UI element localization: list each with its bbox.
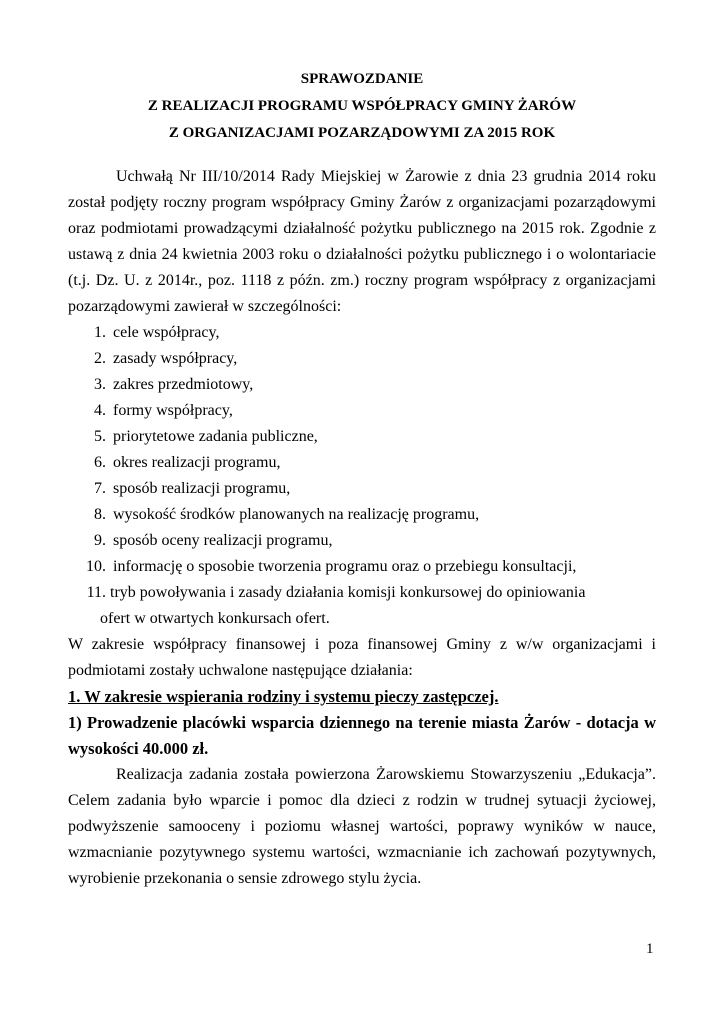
list-item: 11. tryb powoływania i zasady działania komisji konkursowej do opiniowania ofert w otwartych konkursach ofert. — [86, 584, 586, 627]
list-item: 7. sposób realizacji programu, — [94, 480, 291, 497]
intro-paragraph: Uchwałą Nr III/10/2014 Rady Miejskiej w Żarowie z dnia 23 grudnia 2014 roku został podjęty roczny program współpracy Gminy Żarów z organizacjami pozarządowymi oraz podmiotami prowadzącymi działalność pożytku publicznego na 2015 rok. Zgodnie z ustawą z dnia 24 kwietnia 2003 roku o działalności pożytku publicznego i o wolontariacie (t.j. Dz. U. z 2014r., poz. 1118 z późn. zm.) roczny program współpracy z organizacjami pozarządowymi zawierał w szczególności: — [68, 168, 656, 315]
task-subheading: 1) Prowadzenie placówki wsparcia dziennego na terenie miasta Żarów - dotacja w wysokości 40.000 zł. — [68, 713, 656, 758]
list-item: 1. cele współpracy, — [94, 324, 220, 341]
list-item: 3. zakres przedmiotowy, — [94, 376, 254, 393]
list-item: 9. sposób oceny realizacji programu, — [94, 532, 333, 549]
heading-line-1: SPRAWOZDANIE — [300, 71, 424, 87]
document-page — [68, 66, 656, 892]
program-contents-list — [68, 320, 656, 632]
list-item: 4. formy współpracy, — [94, 402, 233, 419]
list-item: 5. priorytetowe zadania publiczne, — [94, 428, 318, 445]
scope-paragraph: W zakresie współpracy finansowej i poza finansowej Gminy z w/w organizacjami i podmiotami zostały uchwalone następujące działania: — [68, 636, 656, 679]
list-item: 10. informację o sposobie tworzenia programu oraz o przebiegu konsultacji, — [86, 558, 577, 575]
list-item: 6. okres realizacji programu, — [94, 454, 281, 471]
list-item: 8. wysokość środków planowanych na realizację programu, — [94, 506, 480, 523]
document-heading — [68, 66, 656, 147]
task-description-paragraph: Realizacja zadania została powierzona Żarowskiemu Stowarzyszeniu „Edukacja”. Celem zadania było wparcie i pomoc dla dzieci z rodzin w trudnej sytuacji życiowej, podwyższenie samooceny i poziomu własnej wartości, poprawy wyników w nauce, wzmacnianie pozytywnego systemu wartości, wzmacnianie ich zachowań pozytywnych, wyrobienie przekonania o sensie zdrowego stylu życia. — [68, 766, 656, 887]
heading-line-3: Z ORGANIZACJAMI POZARZĄDOWYMI ZA 2015 ROK — [168, 125, 556, 141]
page-number: 1 — [646, 941, 654, 957]
heading-line-2: Z REALIZACJI PROGRAMU WSPÓŁPRACY GMINY ŻARÓW — [147, 98, 577, 114]
section-heading: 1. W zakresie wspierania rodziny i systemu pieczy zastępczej. — [68, 687, 499, 706]
list-item: 2. zasady współpracy, — [94, 350, 238, 367]
